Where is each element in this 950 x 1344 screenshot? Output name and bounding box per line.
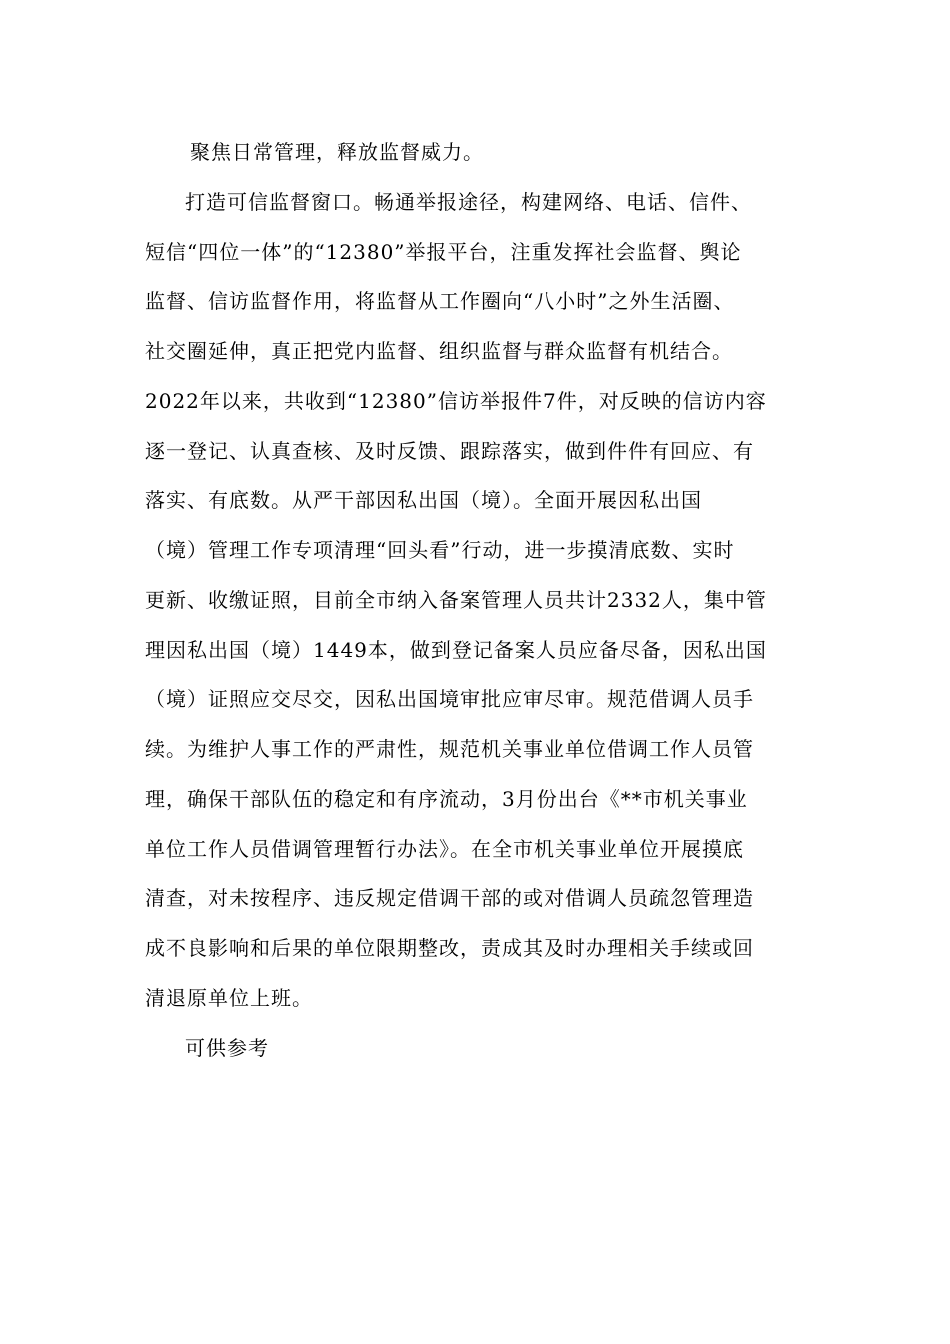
paragraph-line: 理，确保干部队伍的稳定和有序流动，3月份出台《**市机关事业 xyxy=(145,787,748,811)
paragraph-line: 监督、信访监督作用，将监督从工作圈向“八小时”之外生活圈、 xyxy=(145,289,735,313)
paragraph-line: 单位工作人员借调管理暂行办法》。在全市机关事业单位开展摸底 xyxy=(145,837,744,861)
paragraph-line: 清查，对未按程序、违反规定借调干部的或对借调人员疏忽管理造 xyxy=(145,886,754,910)
paragraph-line: 清退原单位上班。 xyxy=(145,986,313,1010)
section-heading: 聚焦日常管理，释放监督威力。 xyxy=(190,140,484,164)
paragraph-line: 2022年以来，共收到“12380”信访举报件7件，对反映的信访内容 xyxy=(145,389,767,413)
paragraph-line: 理因私出国（境）1449本，做到登记备案人员应备尽备，因私出国 xyxy=(145,638,767,662)
paragraph-line: （境）证照应交尽交，因私出国境审批应审尽审。规范借调人员手 xyxy=(145,687,754,711)
paragraph-line: 短信“四位一体”的“12380”举报平台，注重发挥社会监督、舆论 xyxy=(145,240,742,264)
paragraph-line: 成不良影响和后果的单位限期整改，责成其及时办理相关手续或回 xyxy=(145,936,754,960)
paragraph-line: 打造可信监督窗口。畅通举报途径，构建网络、电话、信件、 xyxy=(185,190,752,214)
paragraph-line: （境）管理工作专项清理“回头看”行动，进一步摸清底数、实时 xyxy=(145,538,735,562)
footer-note: 可供参考 xyxy=(185,1036,269,1060)
paragraph-line: 续。为维护人事工作的严肃性，规范机关事业单位借调工作人员管 xyxy=(145,737,754,761)
paragraph-line: 社交圈延伸，真正把党内监督、组织监督与群众监督有机结合。 xyxy=(145,339,733,363)
paragraph-line: 逐一登记、认真查核、及时反馈、跟踪落实，做到件件有回应、有 xyxy=(145,439,754,463)
paragraph-line: 落实、有底数。从严干部因私出国（境）。全面开展因私出国 xyxy=(145,488,702,512)
paragraph-line: 更新、收缴证照，目前全市纳入备案管理人员共计2332人，集中管 xyxy=(145,588,767,612)
